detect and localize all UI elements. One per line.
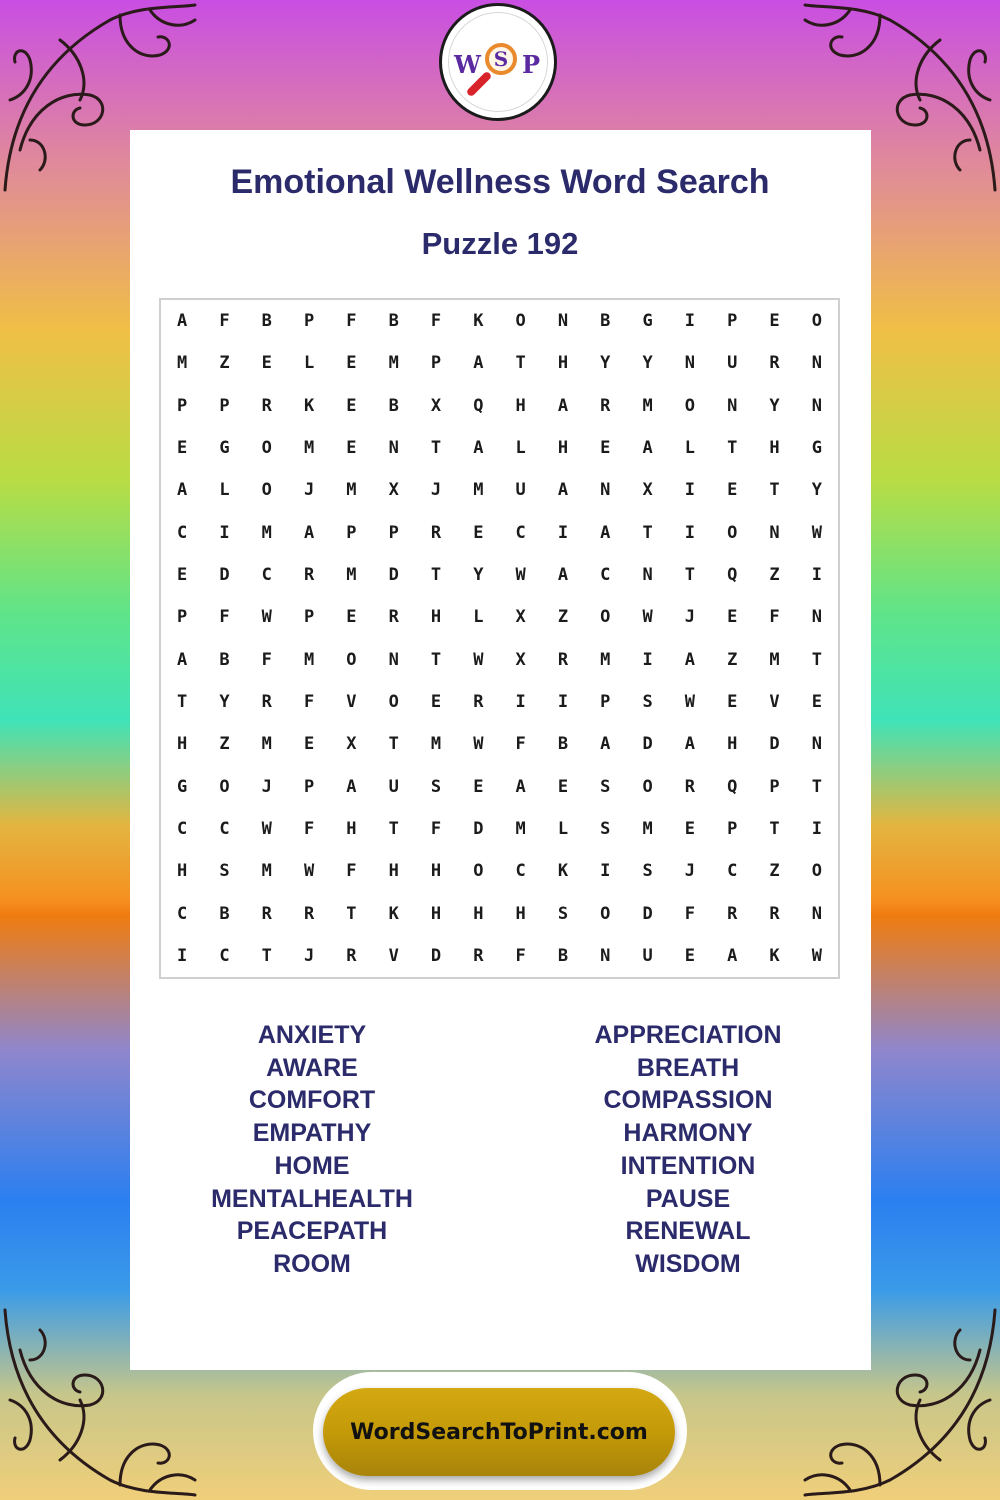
grid-cell[interactable]: R bbox=[346, 945, 357, 966]
grid-cell[interactable]: O bbox=[261, 438, 272, 459]
grid-cell[interactable]: F bbox=[515, 945, 526, 966]
grid-cell[interactable]: T bbox=[388, 734, 399, 755]
grid-cell[interactable]: I bbox=[557, 522, 569, 543]
grid-cell[interactable]: F bbox=[303, 818, 315, 839]
grid-cell[interactable]: O bbox=[261, 480, 272, 501]
grid-cell[interactable]: F bbox=[303, 691, 315, 712]
website-link[interactable]: WordSearchToPrint.com bbox=[350, 1419, 648, 1445]
grid-cell[interactable]: S bbox=[219, 861, 230, 882]
grid-cell[interactable]: M bbox=[346, 565, 357, 586]
grid-cell[interactable]: G bbox=[642, 311, 653, 332]
grid-cell[interactable]: D bbox=[642, 903, 653, 924]
logo-letter-p: P bbox=[521, 50, 540, 79]
grid-cell[interactable]: I bbox=[811, 565, 822, 586]
grid-cell[interactable]: P bbox=[303, 776, 315, 797]
grid-cell[interactable]: F bbox=[769, 607, 780, 628]
grid-cell[interactable]: Q bbox=[473, 395, 484, 416]
grid-cell[interactable]: M bbox=[642, 395, 653, 416]
grid-cell[interactable]: J bbox=[303, 480, 315, 501]
grid-cell[interactable]: A bbox=[177, 480, 188, 501]
grid-cell[interactable]: D bbox=[642, 734, 653, 755]
grid-cell[interactable]: A bbox=[642, 438, 653, 459]
grid-cell[interactable]: H bbox=[769, 438, 780, 459]
grid-cell[interactable]: C bbox=[219, 945, 230, 966]
grid-cell[interactable]: E bbox=[473, 522, 484, 543]
grid-cell[interactable]: F bbox=[430, 818, 442, 839]
grid-cell[interactable]: A bbox=[557, 480, 569, 501]
grid-cell[interactable]: A bbox=[557, 395, 569, 416]
grid-cell[interactable]: W bbox=[473, 734, 484, 755]
grid-cell[interactable]: T bbox=[769, 818, 780, 839]
grid-cell[interactable]: I bbox=[600, 861, 611, 882]
grid-cell[interactable]: K bbox=[769, 945, 780, 966]
grid-cell[interactable]: N bbox=[769, 522, 780, 543]
grid-cell[interactable]: F bbox=[219, 311, 230, 332]
word-item: HARMONY bbox=[623, 1119, 753, 1148]
grid-cell[interactable]: Z bbox=[219, 353, 230, 374]
grid-cell[interactable]: Y bbox=[600, 353, 611, 374]
grid-cell[interactable]: M bbox=[769, 649, 780, 670]
grid-cell[interactable]: M bbox=[261, 522, 272, 543]
grid-cell[interactable]: E bbox=[177, 565, 188, 586]
grid-cell[interactable]: T bbox=[388, 818, 399, 839]
grid-cell[interactable]: Y bbox=[473, 565, 484, 586]
grid-cell[interactable]: D bbox=[473, 818, 484, 839]
grid-cell[interactable]: M bbox=[600, 649, 611, 670]
grid-cell[interactable]: R bbox=[388, 607, 399, 628]
grid-cell[interactable]: O bbox=[684, 395, 696, 416]
grid-cell[interactable]: C bbox=[515, 861, 526, 882]
grid-cell[interactable]: T bbox=[177, 691, 188, 712]
grid-cell[interactable]: R bbox=[557, 649, 569, 670]
grid-cell[interactable]: E bbox=[346, 353, 357, 374]
grid-cell[interactable]: N bbox=[600, 480, 611, 501]
grid-cell[interactable]: I bbox=[515, 691, 526, 712]
grid-cell[interactable]: Y bbox=[769, 395, 780, 416]
grid-cell[interactable]: W bbox=[261, 818, 272, 839]
grid-cell[interactable]: T bbox=[684, 565, 696, 586]
grid-cell[interactable]: J bbox=[303, 945, 315, 966]
grid-cell[interactable]: C bbox=[515, 522, 526, 543]
grid-cell[interactable]: A bbox=[177, 649, 188, 670]
grid-cell[interactable]: M bbox=[177, 353, 188, 374]
grid-cell[interactable]: R bbox=[684, 776, 696, 797]
grid-cell[interactable]: P bbox=[303, 607, 315, 628]
grid-cell[interactable]: M bbox=[642, 818, 653, 839]
grid-cell[interactable]: T bbox=[346, 903, 357, 924]
grid-cell[interactable]: H bbox=[177, 861, 188, 882]
grid-cell[interactable]: T bbox=[515, 353, 526, 374]
grid-cell[interactable]: M bbox=[261, 734, 272, 755]
grid-cell[interactable]: F bbox=[346, 861, 357, 882]
grid-cell[interactable]: F bbox=[684, 903, 696, 924]
grid-cell[interactable]: U bbox=[388, 776, 399, 797]
grid-cell[interactable]: A bbox=[346, 776, 357, 797]
grid-cell[interactable]: B bbox=[557, 734, 569, 755]
grid-cell[interactable]: M bbox=[346, 480, 357, 501]
grid-cell[interactable]: E bbox=[557, 776, 569, 797]
grid-cell[interactable]: S bbox=[642, 861, 653, 882]
word-item: ROOM bbox=[273, 1249, 351, 1278]
grid-cell[interactable]: J bbox=[261, 776, 272, 797]
grid-cell[interactable]: C bbox=[261, 565, 272, 586]
grid-cell[interactable]: B bbox=[388, 311, 399, 332]
wsp-logo[interactable] bbox=[439, 3, 557, 121]
grid-cell[interactable]: G bbox=[177, 776, 188, 797]
website-button[interactable] bbox=[323, 1388, 675, 1476]
grid-cell[interactable]: H bbox=[346, 818, 357, 839]
grid-cell[interactable]: H bbox=[515, 395, 526, 416]
grid-cell[interactable]: I bbox=[811, 818, 822, 839]
grid-cell[interactable]: O bbox=[600, 607, 611, 628]
grid-cell[interactable]: Z bbox=[769, 861, 780, 882]
grid-cell[interactable]: R bbox=[303, 903, 315, 924]
grid-cell[interactable]: T bbox=[727, 438, 738, 459]
grid-cell[interactable]: N bbox=[811, 734, 822, 755]
grid-cell[interactable]: R bbox=[727, 903, 738, 924]
grid-cell[interactable]: N bbox=[557, 311, 569, 332]
grid-cell[interactable]: O bbox=[600, 903, 611, 924]
grid-cell[interactable]: R bbox=[430, 522, 442, 543]
grid-cell[interactable]: A bbox=[684, 649, 696, 670]
word-item: PAUSE bbox=[645, 1184, 731, 1213]
grid-cell[interactable]: A bbox=[727, 945, 738, 966]
grid-cell[interactable]: R bbox=[769, 903, 780, 924]
grid-cell[interactable]: O bbox=[346, 649, 357, 670]
grid-cell[interactable]: C bbox=[600, 565, 611, 586]
grid-cell[interactable]: T bbox=[811, 776, 822, 797]
grid-cell[interactable]: S bbox=[642, 691, 653, 712]
word-item: PEACEPATH bbox=[236, 1217, 388, 1246]
grid-cell[interactable]: H bbox=[388, 861, 399, 882]
grid-cell[interactable]: F bbox=[515, 734, 526, 755]
grid-cell[interactable]: J bbox=[684, 607, 696, 628]
grid-cell[interactable]: O bbox=[642, 776, 653, 797]
grid-cell[interactable]: P bbox=[177, 395, 188, 416]
grid-cell[interactable]: J bbox=[430, 480, 442, 501]
grid-cell[interactable]: N bbox=[811, 395, 822, 416]
grid-cell[interactable]: X bbox=[515, 607, 526, 628]
grid-cell[interactable]: P bbox=[600, 691, 611, 712]
grid-cell[interactable]: F bbox=[430, 311, 442, 332]
grid-cell[interactable]: A bbox=[177, 311, 188, 332]
grid-cell[interactable]: D bbox=[430, 945, 442, 966]
grid-cell[interactable]: I bbox=[177, 945, 188, 966]
grid-cell[interactable]: H bbox=[557, 353, 569, 374]
grid-cell[interactable]: T bbox=[811, 649, 822, 670]
grid-cell[interactable]: O bbox=[388, 691, 399, 712]
word-item: ANXIETY bbox=[257, 1021, 367, 1049]
grid-cell[interactable]: N bbox=[684, 353, 696, 374]
grid-cell[interactable]: X bbox=[430, 395, 442, 416]
grid-cell[interactable]: H bbox=[430, 607, 442, 628]
grid-cell[interactable]: I bbox=[684, 311, 696, 332]
grid-cell[interactable]: H bbox=[515, 903, 526, 924]
grid-cell[interactable]: P bbox=[769, 776, 780, 797]
grid-cell[interactable]: W bbox=[811, 945, 822, 966]
grid-cell[interactable]: Z bbox=[727, 649, 738, 670]
grid-cell[interactable]: S bbox=[600, 776, 611, 797]
grid-cell[interactable]: W bbox=[303, 861, 315, 882]
grid-cell[interactable]: A bbox=[600, 734, 611, 755]
grid-cell[interactable]: T bbox=[261, 945, 272, 966]
word-item: COMFORT bbox=[248, 1086, 376, 1115]
grid-cell[interactable]: E bbox=[600, 438, 611, 459]
grid-cell[interactable]: U bbox=[727, 353, 738, 374]
grid-cell[interactable]: H bbox=[557, 438, 569, 459]
grid-cell[interactable]: C bbox=[727, 861, 738, 882]
grid-cell[interactable]: E bbox=[684, 945, 696, 966]
grid-cell[interactable]: P bbox=[177, 607, 188, 628]
grid-cell[interactable]: B bbox=[219, 903, 230, 924]
grid-cell[interactable]: S bbox=[600, 818, 611, 839]
grid-cell[interactable]: M bbox=[388, 353, 399, 374]
grid-cell[interactable]: A bbox=[473, 438, 484, 459]
grid-cell[interactable]: N bbox=[388, 649, 399, 670]
grid-cell[interactable]: N bbox=[388, 438, 399, 459]
grid-cell[interactable]: Z bbox=[219, 734, 230, 755]
grid-cell[interactable]: I bbox=[684, 480, 696, 501]
grid-cell[interactable]: T bbox=[642, 522, 653, 543]
word-item: APPRECIATION bbox=[594, 1021, 782, 1049]
grid-cell[interactable]: I bbox=[219, 522, 230, 543]
grid-cell[interactable]: M bbox=[303, 438, 315, 459]
grid-cell[interactable]: F bbox=[261, 649, 272, 670]
grid-cell[interactable]: T bbox=[430, 649, 442, 670]
grid-cell[interactable]: F bbox=[346, 311, 357, 332]
grid-cell[interactable]: I bbox=[642, 649, 653, 670]
grid-cell[interactable]: Y bbox=[219, 691, 230, 712]
grid-cell[interactable]: L bbox=[515, 438, 526, 459]
grid-cell[interactable]: A bbox=[600, 522, 611, 543]
letter-grid bbox=[159, 298, 840, 979]
magnifier-icon bbox=[485, 43, 517, 75]
grid-cell[interactable]: P bbox=[388, 522, 399, 543]
grid-cell[interactable]: K bbox=[557, 861, 569, 882]
grid-cell[interactable]: V bbox=[346, 691, 357, 712]
grid-cell[interactable]: K bbox=[303, 395, 315, 416]
grid-cell[interactable]: P bbox=[430, 353, 442, 374]
word-item: BREATH bbox=[636, 1053, 740, 1082]
grid-cell[interactable]: A bbox=[303, 522, 315, 543]
grid-cell[interactable]: G bbox=[219, 438, 230, 459]
grid-cell[interactable]: T bbox=[430, 565, 442, 586]
grid-cell[interactable]: L bbox=[557, 818, 569, 839]
grid-cell[interactable]: H bbox=[430, 903, 442, 924]
grid-cell[interactable]: E bbox=[303, 734, 315, 755]
grid-cell[interactable]: Q bbox=[727, 776, 738, 797]
page-title: Emotional Wellness Word Search bbox=[230, 163, 770, 201]
word-item: EMPATHY bbox=[252, 1119, 372, 1148]
grid-cell[interactable]: W bbox=[473, 649, 484, 670]
grid-cell[interactable]: O bbox=[473, 861, 484, 882]
grid-cell[interactable]: O bbox=[219, 776, 230, 797]
grid-cell[interactable]: M bbox=[261, 861, 272, 882]
grid-cell[interactable]: E bbox=[684, 818, 696, 839]
grid-cell[interactable]: E bbox=[769, 311, 780, 332]
grid-cell[interactable]: N bbox=[727, 395, 738, 416]
grid-cell[interactable]: T bbox=[769, 480, 780, 501]
grid-cell[interactable]: N bbox=[811, 353, 822, 374]
grid-cell[interactable]: O bbox=[811, 311, 822, 332]
grid-cell[interactable]: E bbox=[346, 607, 357, 628]
grid-cell[interactable]: D bbox=[219, 565, 230, 586]
grid-cell[interactable]: C bbox=[177, 818, 188, 839]
grid-cell[interactable]: E bbox=[261, 353, 272, 374]
grid-cell[interactable]: C bbox=[177, 903, 188, 924]
word-item: HOME bbox=[274, 1151, 350, 1180]
grid-cell[interactable]: E bbox=[430, 691, 442, 712]
word-item: INTENTION bbox=[620, 1151, 756, 1180]
word-item: AWARE bbox=[266, 1053, 358, 1082]
grid-cell[interactable]: J bbox=[684, 861, 696, 882]
word-list-right bbox=[538, 1019, 838, 1281]
grid-cell[interactable]: M bbox=[473, 480, 484, 501]
grid-cell[interactable]: M bbox=[515, 818, 526, 839]
word-item: RENEWAL bbox=[625, 1217, 751, 1246]
grid-cell[interactable]: L bbox=[303, 353, 315, 374]
grid-cell[interactable]: V bbox=[769, 691, 780, 712]
grid-cell[interactable]: H bbox=[430, 861, 442, 882]
grid-cell[interactable]: B bbox=[219, 649, 230, 670]
grid-cell[interactable]: R bbox=[600, 395, 611, 416]
grid-cell[interactable]: B bbox=[388, 395, 399, 416]
grid-cell[interactable]: S bbox=[557, 903, 569, 924]
logo-letter-w: W bbox=[454, 50, 481, 79]
grid-cell[interactable]: R bbox=[303, 565, 315, 586]
grid-cell[interactable]: G bbox=[811, 438, 822, 459]
grid-cell[interactable]: K bbox=[388, 903, 399, 924]
grid-cell[interactable]: K bbox=[473, 311, 484, 332]
grid-cell[interactable]: W bbox=[684, 691, 696, 712]
grid-cell[interactable]: Y bbox=[811, 480, 822, 501]
grid-cell[interactable]: A bbox=[684, 734, 696, 755]
grid-cell[interactable]: I bbox=[684, 522, 696, 543]
grid-cell[interactable]: R bbox=[473, 945, 484, 966]
grid-cell[interactable]: H bbox=[727, 734, 738, 755]
grid-cell[interactable]: R bbox=[769, 353, 780, 374]
grid-cell[interactable]: E bbox=[727, 607, 738, 628]
grid-cell[interactable]: R bbox=[261, 395, 272, 416]
word-item: MENTALHEALTH bbox=[211, 1184, 413, 1213]
grid-cell[interactable]: E bbox=[727, 691, 738, 712]
grid-cell[interactable]: F bbox=[219, 607, 230, 628]
grid-cell[interactable]: B bbox=[261, 311, 272, 332]
grid-cell[interactable]: T bbox=[430, 438, 442, 459]
grid-cell[interactable]: W bbox=[261, 607, 272, 628]
grid-cell[interactable]: R bbox=[473, 691, 484, 712]
grid-cell[interactable]: E bbox=[811, 691, 822, 712]
grid-cell[interactable]: X bbox=[346, 734, 357, 755]
grid-cell[interactable]: N bbox=[642, 565, 653, 586]
grid-cell[interactable]: O bbox=[515, 311, 526, 332]
grid-cell[interactable]: H bbox=[473, 903, 484, 924]
grid-cell[interactable]: N bbox=[600, 945, 611, 966]
grid-cell[interactable]: P bbox=[727, 311, 738, 332]
grid-cell[interactable]: M bbox=[303, 649, 315, 670]
logo-letter-s: S bbox=[493, 47, 509, 71]
grid-cell[interactable]: C bbox=[177, 522, 188, 543]
grid-cell[interactable]: B bbox=[600, 311, 611, 332]
grid-cell[interactable]: B bbox=[557, 945, 569, 966]
grid-cell[interactable]: V bbox=[388, 945, 399, 966]
grid-cell[interactable]: E bbox=[177, 438, 188, 459]
grid-cell[interactable]: A bbox=[515, 776, 526, 797]
grid-cell[interactable]: M bbox=[430, 734, 442, 755]
grid-cell[interactable]: N bbox=[811, 607, 822, 628]
grid-cell[interactable]: O bbox=[727, 522, 738, 543]
grid-cell[interactable]: Y bbox=[642, 353, 653, 374]
grid-cell[interactable]: I bbox=[557, 691, 569, 712]
puzzle-number: Puzzle 192 bbox=[421, 226, 579, 261]
grid-cell[interactable]: N bbox=[811, 903, 822, 924]
grid-cell[interactable]: R bbox=[261, 903, 272, 924]
grid-cell[interactable]: P bbox=[346, 522, 357, 543]
word-item: WISDOM bbox=[635, 1249, 741, 1278]
grid-cell[interactable]: W bbox=[515, 565, 526, 586]
word-item: COMPASSION bbox=[603, 1086, 773, 1115]
grid-cell[interactable]: W bbox=[642, 607, 653, 628]
grid-cell[interactable]: E bbox=[727, 480, 738, 501]
grid-cell[interactable]: L bbox=[219, 480, 230, 501]
grid-cell[interactable]: P bbox=[303, 311, 315, 332]
grid-cell[interactable]: R bbox=[261, 691, 272, 712]
grid-cell[interactable]: X bbox=[642, 480, 653, 501]
grid-cell[interactable]: H bbox=[177, 734, 188, 755]
grid-cell[interactable]: Z bbox=[769, 565, 780, 586]
grid-cell[interactable]: E bbox=[473, 776, 484, 797]
grid-cell[interactable]: S bbox=[430, 776, 442, 797]
word-list-left bbox=[162, 1019, 462, 1281]
grid-cell[interactable]: A bbox=[473, 353, 484, 374]
grid-cell[interactable]: P bbox=[727, 818, 738, 839]
grid-cell[interactable]: E bbox=[346, 395, 357, 416]
grid-cell[interactable]: X bbox=[388, 480, 399, 501]
grid-cell[interactable]: X bbox=[515, 649, 526, 670]
grid-cell[interactable]: Z bbox=[557, 607, 569, 628]
grid-cell[interactable]: D bbox=[388, 565, 399, 586]
grid-cell[interactable]: L bbox=[473, 607, 484, 628]
grid-cell[interactable]: U bbox=[515, 480, 526, 501]
grid-cell[interactable]: P bbox=[219, 395, 230, 416]
grid-cell[interactable]: E bbox=[346, 438, 357, 459]
grid-cell[interactable]: D bbox=[769, 734, 780, 755]
grid-cell[interactable]: O bbox=[811, 861, 822, 882]
grid-cell[interactable]: U bbox=[642, 945, 653, 966]
grid-cell[interactable]: C bbox=[219, 818, 230, 839]
grid-cell[interactable]: Q bbox=[727, 565, 738, 586]
grid-cell[interactable]: L bbox=[684, 438, 696, 459]
grid-cell[interactable]: W bbox=[811, 522, 822, 543]
grid-cell[interactable]: A bbox=[557, 565, 569, 586]
